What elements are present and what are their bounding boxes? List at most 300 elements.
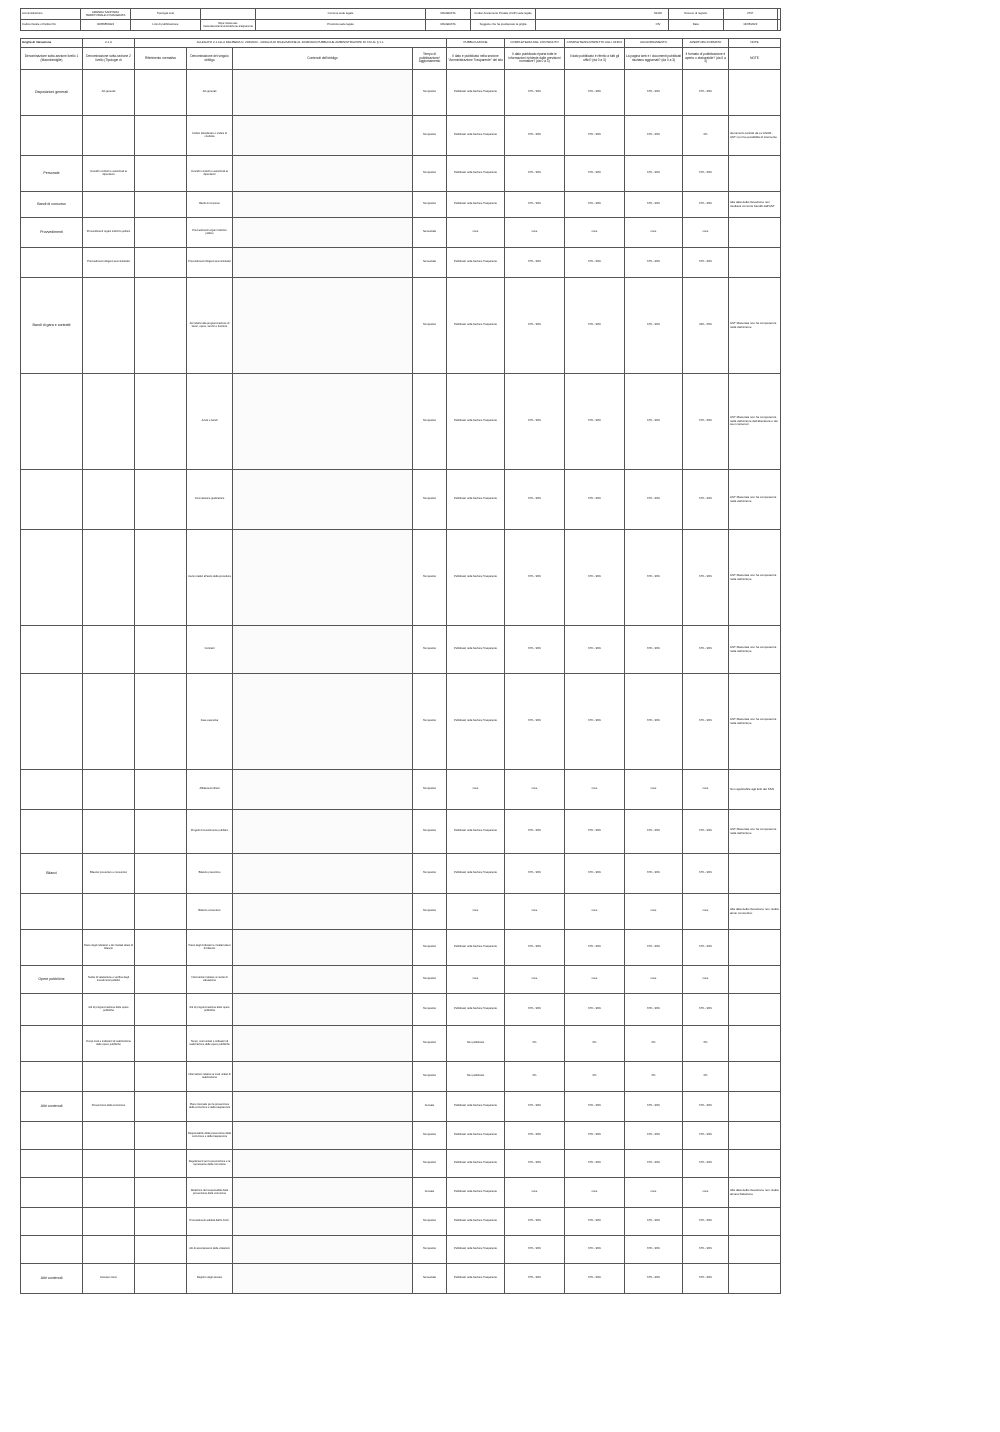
- obbligo-contenuti: [233, 218, 413, 248]
- table-row: [21, 1178, 781, 1208]
- note: Alla data della rilevazione non risulta alcuna Relazione: [729, 1178, 781, 1208]
- section-l1: [21, 1178, 83, 1208]
- pubblicazione-status: Pubblicato nella Sezione Trasparente: [447, 530, 505, 626]
- col-header: La pagina web e i documenti pubblicati risultano aggiornati? (da 0 a 3): [625, 48, 683, 70]
- section-l2: Atti generali: [83, 70, 135, 116]
- apertura-formato: 67% - 99%: [683, 854, 729, 894]
- completezza-contenuto: 67% - 99%: [505, 1208, 565, 1236]
- aggiornamento: none: [625, 218, 683, 248]
- table-row: [21, 770, 781, 810]
- section-l2: [83, 470, 135, 530]
- obbligo-name: Commissione giudicatrice: [187, 470, 233, 530]
- section-l2: [83, 192, 135, 218]
- riferimento-normativo: [135, 1208, 187, 1236]
- completezza-contenuto: 67% - 99%: [505, 530, 565, 626]
- obbligo-name: Progetti di investimento pubblico: [187, 810, 233, 854]
- obbligo-contenuti: [233, 810, 413, 854]
- section-l1: Personale: [21, 156, 83, 192]
- obbligo-contenuti: [233, 530, 413, 626]
- section-l1: [21, 626, 83, 674]
- apertura-formato: 34% - 66%: [683, 278, 729, 374]
- section-l1: [21, 770, 83, 810]
- riferimento-normativo: [135, 854, 187, 894]
- note: [729, 994, 781, 1026]
- riferimento-normativo: [135, 70, 187, 116]
- provincia-value: MACERATA: [426, 20, 471, 31]
- tempo-pubblicazione: Tempestivo: [413, 930, 447, 966]
- aggiornamento: 67% - 99%: [625, 116, 683, 156]
- note: [729, 248, 781, 278]
- section-l2: [83, 810, 135, 854]
- table-row: [21, 116, 781, 156]
- obbligo-name: Incarichi conferiti e autorizzati ai dipendenti: [187, 156, 233, 192]
- pubblicazione-status: Non pubblicato: [447, 1026, 505, 1062]
- codice-fiscale-label: Codice fiscale o Partita IVA: [21, 20, 81, 31]
- aggiornamento: 67% - 99%: [625, 374, 683, 470]
- table-row: [21, 278, 781, 374]
- obbligo-name: Bandi di concorso: [187, 192, 233, 218]
- completezza-uffici: 67% - 99%: [565, 930, 625, 966]
- completezza-uffici: 67% - 99%: [565, 470, 625, 530]
- section-l2: [83, 1236, 135, 1264]
- completezza-contenuto: 67% - 99%: [505, 192, 565, 218]
- aggiornamento: 67% - 99%: [625, 70, 683, 116]
- obbligo-contenuti: [233, 894, 413, 930]
- section-l1: Bilanci: [21, 854, 83, 894]
- section-l1: [21, 994, 83, 1026]
- apertura-formato: 0%: [683, 1062, 729, 1092]
- tempo-pubblicazione: Tempestivo: [413, 1062, 447, 1092]
- completezza-uffici: 67% - 99%: [565, 854, 625, 894]
- tipologia-ente-value: [201, 9, 256, 20]
- pubblicazione-status: Pubblicato nella Sezione Trasparente: [447, 810, 505, 854]
- note: Alla data della rilevazione non risulta alcun consuntivo: [729, 894, 781, 930]
- section-l2: [83, 278, 135, 374]
- table-row: [21, 930, 781, 966]
- riferimento-normativo: [135, 626, 187, 674]
- pubblicazione-status: Pubblicato nella Sezione Trasparente: [447, 930, 505, 966]
- completezza-contenuto: 67% - 99%: [505, 674, 565, 770]
- obbligo-name: Regolamenti per la prevenzione e la repressione della corruzione: [187, 1150, 233, 1178]
- col-header: Tempo di pubblicazione/ Aggiornamento: [413, 48, 447, 70]
- aggiornamento: 67% - 99%: [625, 930, 683, 966]
- obbligo-name: Tempi, costi unitari e indicatori di realizzazione delle opere pubbliche: [187, 1026, 233, 1062]
- note: AST Macerata non ha competenza nella definizione: [729, 470, 781, 530]
- completezza-uffici: none: [565, 770, 625, 810]
- col-header: Il formato di pubblicazione è aperto o elaborabile? (da 0 a 3): [683, 48, 729, 70]
- obbligo-name: Relazione del responsabile della prevenzione della corruzione: [187, 1178, 233, 1208]
- obbligo-contenuti: [233, 966, 413, 994]
- completezza-uffici: 67% - 99%: [565, 248, 625, 278]
- col-header: Denominazione sotto-sezione livello 1 (Macrofamiglie): [21, 48, 83, 70]
- completezza-uffici: 0%: [565, 1026, 625, 1062]
- pubblicazione-status: Non pubblicato: [447, 1062, 505, 1092]
- data-value: 13/05/2023: [723, 20, 778, 31]
- tempo-pubblicazione: Tempestivo: [413, 894, 447, 930]
- section-l2: [83, 1150, 135, 1178]
- table-row: [21, 810, 781, 854]
- apertura-formato: 67% - 99%: [683, 1208, 729, 1236]
- obbligo-name: Provvedimenti organi indirizzo politico: [187, 218, 233, 248]
- riferimento-normativo: [135, 218, 187, 248]
- note: [729, 70, 781, 116]
- aggiornamento: none: [625, 894, 683, 930]
- pubblicazione-status: Pubblicato nella Sezione Trasparente: [447, 1236, 505, 1264]
- obbligo-contenuti: [233, 1092, 413, 1122]
- note: [729, 854, 781, 894]
- griglia-aggiornamento: AGGIORNAMENTO: [625, 39, 683, 48]
- pubblicazione-status: Pubblicato nella Sezione Trasparente: [447, 116, 505, 156]
- apertura-formato: 67% - 99%: [683, 1264, 729, 1294]
- apertura-formato: none: [683, 218, 729, 248]
- completezza-contenuto: none: [505, 770, 565, 810]
- completezza-contenuto: 67% - 99%: [505, 930, 565, 966]
- pubblicazione-status: Pubblicato nella Sezione Trasparente: [447, 994, 505, 1026]
- obbligo-name: Bilancio consuntivo: [187, 894, 233, 930]
- riferimento-normativo: [135, 1264, 187, 1294]
- note: Non applicabile agli Enti del SSN: [729, 770, 781, 810]
- section-l2: [83, 626, 135, 674]
- tempo-pubblicazione: Annuale: [413, 1092, 447, 1122]
- pubblicazione-status: none: [447, 770, 505, 810]
- griglia-pubblicazione: PUBBLICAZIONE: [447, 39, 505, 48]
- completezza-contenuto: 67% - 99%: [505, 994, 565, 1026]
- section-l2: [83, 530, 135, 626]
- completezza-uffici: 67% - 99%: [565, 156, 625, 192]
- apertura-formato: none: [683, 894, 729, 930]
- completezza-contenuto: 67% - 99%: [505, 1150, 565, 1178]
- riferimento-normativo: [135, 278, 187, 374]
- table-row: [21, 1264, 781, 1294]
- obbligo-contenuti: [233, 994, 413, 1026]
- note: AST Macerata non ha competenza nella definizione: [729, 530, 781, 626]
- col-header: Riferimento normativo: [135, 48, 187, 70]
- aggiornamento: 0%: [625, 1026, 683, 1062]
- table-row: [21, 248, 781, 278]
- aggiornamento: 67% - 99%: [625, 156, 683, 192]
- completezza-uffici: none: [565, 894, 625, 930]
- riferimento-normativo: [135, 994, 187, 1026]
- aggiornamento: 67% - 99%: [625, 278, 683, 374]
- obbligo-contenuti: [233, 626, 413, 674]
- pubblicazione-status: Pubblicato nella Sezione Trasparente: [447, 1092, 505, 1122]
- riferimento-normativo: [135, 374, 187, 470]
- completezza-uffici: 67% - 99%: [565, 994, 625, 1026]
- section-l2: [83, 116, 135, 156]
- riferimento-normativo: [135, 674, 187, 770]
- amministrazione-value: AZIENDA SANITARIA TERRITORIALE DI MACERATA: [81, 9, 131, 20]
- section-l1: Disposizioni generali: [21, 70, 83, 116]
- note: [729, 1236, 781, 1264]
- apertura-formato: 67% - 99%: [683, 1122, 729, 1150]
- riferimento-normativo: [135, 156, 187, 192]
- section-l1: [21, 248, 83, 278]
- col-header: Il dato è pubblicato nella sezione "Amministrazione Trasparente" del sito: [447, 48, 505, 70]
- completezza-uffici: 67% - 99%: [565, 116, 625, 156]
- aggiornamento: 67% - 99%: [625, 1092, 683, 1122]
- table-row: [21, 626, 781, 674]
- completezza-uffici: none: [565, 218, 625, 248]
- griglia-apertura: APERTURA FORMATO: [683, 39, 729, 48]
- griglia-completezza-contenuto: COMPLETEZZA DEL CONTENUTO: [505, 39, 565, 48]
- section-l2: Bilancio preventivo e consuntivo: [83, 854, 135, 894]
- soggetto-label: Soggetto che ha predisposto la griglia: [471, 20, 536, 31]
- aggiornamento: none: [625, 966, 683, 994]
- obbligo-contenuti: [233, 116, 413, 156]
- apertura-formato: 0%: [683, 116, 729, 156]
- tempo-pubblicazione: Tempestivo: [413, 1236, 447, 1264]
- table-row: [21, 192, 781, 218]
- cap-value: 62100: [536, 9, 781, 20]
- riferimento-normativo: [135, 966, 187, 994]
- pubblicazione-status: Pubblicato nella Sezione Trasparente: [447, 1208, 505, 1236]
- riferimento-normativo: [135, 1178, 187, 1208]
- obbligo-contenuti: [233, 278, 413, 374]
- completezza-contenuto: 67% - 99%: [505, 248, 565, 278]
- griglia-row: [21, 39, 781, 48]
- col-header: Contenuti dell'obbligo: [233, 48, 413, 70]
- tempo-pubblicazione: Tempestivo: [413, 966, 447, 994]
- tempo-pubblicazione: Tempestivo: [413, 156, 447, 192]
- main-grid: [20, 38, 780, 1294]
- obbligo-name: Avvisi relativi all'esito della procedura: [187, 530, 233, 626]
- section-l2: [83, 674, 135, 770]
- completezza-uffici: 67% - 99%: [565, 374, 625, 470]
- table-row: [21, 218, 781, 248]
- obbligo-contenuti: [233, 1150, 413, 1178]
- section-l2: Prevenzione della corruzione: [83, 1092, 135, 1122]
- section-l2: Incarichi conferiti e autorizzati ai dipendenti: [83, 156, 135, 192]
- note: AST Macerata non ha competenza nella definizione: [729, 810, 781, 854]
- section-l1: [21, 1062, 83, 1092]
- obbligo-name: Informazioni relative ai nuclei di valutazione: [187, 966, 233, 994]
- tempo-pubblicazione: Annuale: [413, 1178, 447, 1208]
- completezza-uffici: none: [565, 966, 625, 994]
- section-l2: [83, 1178, 135, 1208]
- section-l1: [21, 530, 83, 626]
- section-l1: Provvedimenti: [21, 218, 83, 248]
- riferimento-normativo: [135, 248, 187, 278]
- riferimento-normativo: [135, 1122, 187, 1150]
- obbligo-name: Fase esecutiva: [187, 674, 233, 770]
- section-l1: [21, 374, 83, 470]
- completezza-uffici: 67% - 99%: [565, 1092, 625, 1122]
- obbligo-contenuti: [233, 1026, 413, 1062]
- apertura-formato: 67% - 99%: [683, 192, 729, 218]
- completezza-contenuto: 67% - 99%: [505, 1122, 565, 1150]
- completezza-uffici: 67% - 99%: [565, 1208, 625, 1236]
- table-row: [21, 70, 781, 116]
- apertura-formato: none: [683, 1178, 729, 1208]
- obbligo-name: Provvedimenti adottati dall'A.N.AC.: [187, 1208, 233, 1236]
- col-header: Denominazione del singolo obbligo: [187, 48, 233, 70]
- obbligo-contenuti: [233, 930, 413, 966]
- apertura-formato: 67% - 99%: [683, 1092, 729, 1122]
- completezza-uffici: 67% - 99%: [565, 530, 625, 626]
- note: [729, 1264, 781, 1294]
- note: Alla data della rilevazione non risultava concorsi banditi dall'AST: [729, 192, 781, 218]
- obbligo-contenuti: [233, 470, 413, 530]
- tempo-pubblicazione: Tempestivo: [413, 854, 447, 894]
- pubblicazione-status: Pubblicato nella Sezione Trasparente: [447, 674, 505, 770]
- pubblicazione-status: Pubblicato nella Sezione Trasparente: [447, 278, 505, 374]
- note: [729, 1092, 781, 1122]
- completezza-contenuto: 67% - 99%: [505, 854, 565, 894]
- obbligo-contenuti: [233, 1178, 413, 1208]
- note: [729, 218, 781, 248]
- obbligo-name: Piano degli indicatori e risultati attesi di bilancio: [187, 930, 233, 966]
- completezza-contenuto: 0%: [505, 1062, 565, 1092]
- header-table: [20, 8, 781, 31]
- note: [729, 1208, 781, 1236]
- col-header: Il dato pubblicato riporta tutte le informazioni richieste dalle previsioni normative? (da 0 a 3): [505, 48, 565, 70]
- apertura-formato: 67% - 99%: [683, 374, 729, 470]
- section-l1: [21, 1208, 83, 1236]
- col-header: NOTE: [729, 48, 781, 70]
- riferimento-normativo: [135, 1062, 187, 1092]
- table-row: [21, 674, 781, 770]
- pubblicazione-status: Pubblicato nella Sezione Trasparente: [447, 1178, 505, 1208]
- section-l1: [21, 1026, 83, 1062]
- note: [729, 966, 781, 994]
- section-l2: Tempi costi e indicatori di realizzazione delle opere pubbliche: [83, 1026, 135, 1062]
- completezza-contenuto: none: [505, 966, 565, 994]
- obbligo-contenuti: [233, 1264, 413, 1294]
- completezza-contenuto: none: [505, 894, 565, 930]
- pubblicazione-status: Pubblicato nella Sezione Trasparente: [447, 1150, 505, 1178]
- table-row: [21, 530, 781, 626]
- obbligo-contenuti: [233, 674, 413, 770]
- pubblicazione-status: Pubblicato nella Sezione Trasparente: [447, 156, 505, 192]
- aggiornamento: none: [625, 1178, 683, 1208]
- col-header: Denominazione sotto-sezione 2 livello (Tipologie di: [83, 48, 135, 70]
- section-l2: [83, 894, 135, 930]
- note: [729, 156, 781, 192]
- section-l1: [21, 116, 83, 156]
- tempo-pubblicazione: Tempestivo: [413, 1208, 447, 1236]
- cap-label: Codice Avviamento Postale (CAP) sede legale: [471, 9, 536, 20]
- obbligo-name: Avvisi e bandi: [187, 374, 233, 470]
- completezza-contenuto: 67% - 99%: [505, 1236, 565, 1264]
- obbligo-name: Provvedimenti dirigenti amministrativi: [187, 248, 233, 278]
- obbligo-name: Bilancio preventivo: [187, 854, 233, 894]
- completezza-uffici: 0%: [565, 1062, 625, 1092]
- aggiornamento: none: [625, 770, 683, 810]
- aggiornamento: 67% - 99%: [625, 810, 683, 854]
- section-l2: [83, 1122, 135, 1150]
- tempo-pubblicazione: Tempestivo: [413, 192, 447, 218]
- apertura-formato: 67% - 99%: [683, 70, 729, 116]
- table-row: [21, 966, 781, 994]
- pubblicazione-status: none: [447, 218, 505, 248]
- riferimento-normativo: [135, 192, 187, 218]
- aggiornamento: 67% - 99%: [625, 1208, 683, 1236]
- obbligo-contenuti: [233, 1122, 413, 1150]
- completezza-uffici: 67% - 99%: [565, 810, 625, 854]
- tempo-pubblicazione: Tempestivo: [413, 70, 447, 116]
- completezza-uffici: 67% - 99%: [565, 192, 625, 218]
- apertura-formato: 67% - 99%: [683, 470, 729, 530]
- completezza-uffici: 67% - 99%: [565, 674, 625, 770]
- aggiornamento: 67% - 99%: [625, 192, 683, 218]
- note: AST Macerata non ha competenza nella definizione: [729, 626, 781, 674]
- tempo-pubblicazione: Tempestivo: [413, 626, 447, 674]
- obbligo-name: Contratti: [187, 626, 233, 674]
- section-l2: Atti di programmazione delle opere pubbliche: [83, 994, 135, 1026]
- apertura-formato: none: [683, 770, 729, 810]
- table-row: [21, 1122, 781, 1150]
- note: documenti caricati da ex ASUR - AST non ha possibilità di intervento: [729, 116, 781, 156]
- completezza-contenuto: 67% - 99%: [505, 278, 565, 374]
- note: [729, 1122, 781, 1150]
- section-l1: [21, 1236, 83, 1264]
- obbligo-name: Atti generali: [187, 70, 233, 116]
- obbligo-name: Registro degli accessi: [187, 1264, 233, 1294]
- table-row: [21, 1092, 781, 1122]
- tempo-pubblicazione: Semestrale: [413, 1264, 447, 1294]
- obbligo-name: Atti relativi alla programmazione di lavori, opere, servizi e forniture: [187, 278, 233, 374]
- completezza-contenuto: 67% - 99%: [505, 374, 565, 470]
- griglia-sheet: [20, 8, 780, 31]
- tipologia-ente-label: Tipologia ente: [131, 9, 201, 20]
- table-row: [21, 374, 781, 470]
- soggetto-value: OIV: [536, 20, 781, 31]
- apertura-formato: 67% - 99%: [683, 1236, 729, 1264]
- section-l1: Altri contenuti: [21, 1264, 83, 1294]
- completezza-contenuto: none: [505, 1178, 565, 1208]
- link-value[interactable]: https://www.ast-macerata.it/amministrazione-trasparente: [201, 20, 256, 31]
- pubblicazione-status: Pubblicato nella Sezione Trasparente: [447, 70, 505, 116]
- col-header: Il dato pubblicato è riferito a tutti gli uffici? (da 0 a 3): [565, 48, 625, 70]
- table-row: [21, 470, 781, 530]
- aggiornamento: 67% - 99%: [625, 674, 683, 770]
- registro-box: [668, 8, 778, 31]
- apertura-formato: none: [683, 966, 729, 994]
- section-l2: Accesso civico: [83, 1264, 135, 1294]
- completezza-contenuto: 67% - 99%: [505, 1264, 565, 1294]
- completezza-uffici: 67% - 99%: [565, 70, 625, 116]
- table-row: [21, 994, 781, 1026]
- apertura-formato: 0%: [683, 1026, 729, 1062]
- pubblicazione-status: Pubblicato nella Sezione Trasparente: [447, 1122, 505, 1150]
- aggiornamento: 67% - 99%: [625, 470, 683, 530]
- apertura-formato: 67% - 99%: [683, 626, 729, 674]
- section-l1: [21, 470, 83, 530]
- completezza-uffici: 67% - 99%: [565, 1264, 625, 1294]
- pubblicazione-status: Pubblicato nella Sezione Trasparente: [447, 626, 505, 674]
- tempo-pubblicazione: Tempestivo: [413, 1026, 447, 1062]
- pubblicazione-status: none: [447, 894, 505, 930]
- completezza-uffici: 67% - 99%: [565, 278, 625, 374]
- tempo-pubblicazione: Tempestivo: [413, 1122, 447, 1150]
- riferimento-normativo: [135, 930, 187, 966]
- tempo-pubblicazione: Tempestivo: [413, 994, 447, 1026]
- tempo-pubblicazione: Tempestivo: [413, 674, 447, 770]
- section-l1: Bandi di concorso: [21, 192, 83, 218]
- griglia-code: 2.1.A: [83, 39, 135, 48]
- obligation-rows: [21, 70, 781, 1294]
- pubblicazione-status: Pubblicato nella Sezione Trasparente: [447, 854, 505, 894]
- table-row: [21, 1150, 781, 1178]
- completezza-contenuto: 67% - 99%: [505, 626, 565, 674]
- riferimento-normativo: [135, 1150, 187, 1178]
- aggiornamento: 67% - 99%: [625, 1236, 683, 1264]
- tempo-pubblicazione: Tempestivo: [413, 278, 447, 374]
- completezza-uffici: 67% - 99%: [565, 626, 625, 674]
- section-l2: Provvedimenti dirigenti amministrativi: [83, 248, 135, 278]
- section-l1: [21, 674, 83, 770]
- completezza-contenuto: 0%: [505, 1026, 565, 1062]
